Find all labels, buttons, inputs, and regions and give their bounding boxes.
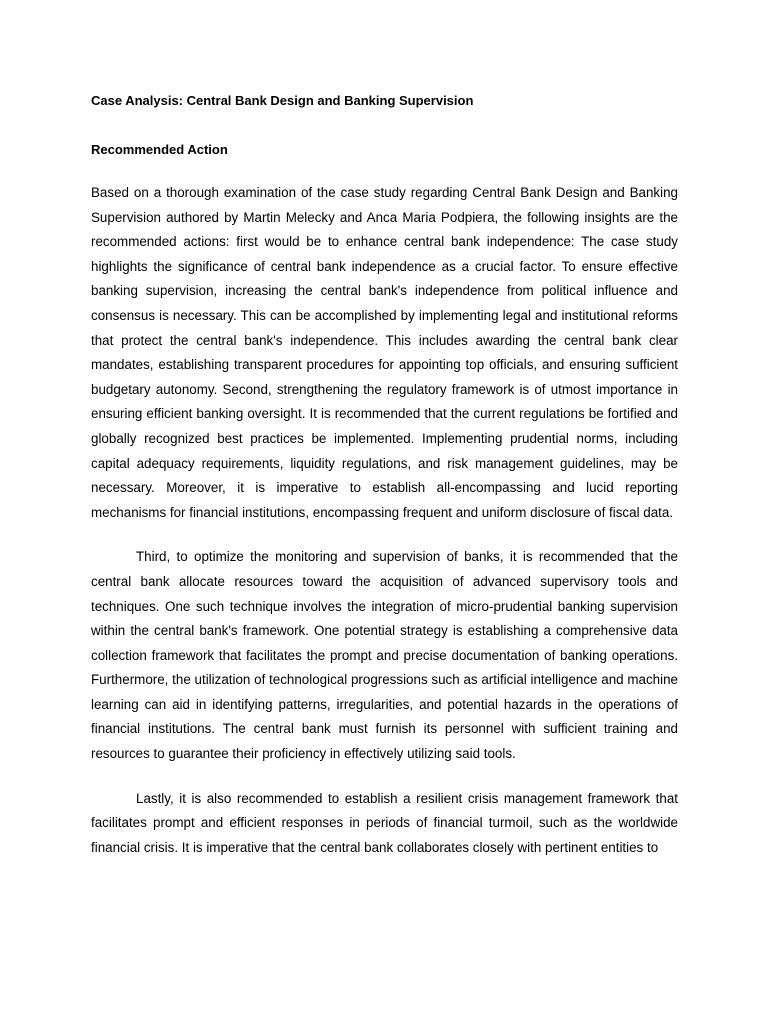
body-paragraph-1: Based on a thorough examination of the case study regarding Central Bank Design and Banking Supervision authored by Martin Melecky and Anca Maria Podpiera, the following insights are the recommended actions: first would be to enhance central bank independence: The case study highlights the significance of central bank independence as a crucial factor. To ensure effective banking supervision, increasing the central bank's independence from political influence and consensus is necessary. This can be accomplished by implementing legal and institutional reforms that protect the central bank's independence. This includes awarding the central bank clear mandates, establishing transparent procedures for appointing top officials, and ensuring sufficient budgetary autonomy. Second, strengthening the regulatory framework is of utmost importance in ensuring efficient banking oversight. It is recommended that the current regulations be fortified and globally recognized best practices be implemented. Implementing prudential norms, including capital adequacy requirements, liquidity regulations, and risk management guidelines, may be necessary. Moreover, it is imperative to establish all-encompassing and lucid reporting mechanisms for financial institutions, encompassing frequent and uniform disclosure of fiscal data. — [91, 185, 678, 520]
document-title: Case Analysis: Central Bank Design and Banking Supervision — [91, 93, 474, 108]
section-heading: Recommended Action — [91, 142, 228, 157]
body-paragraph-2: Third, to optimize the monitoring and supervision of banks, it is recommended that the central bank allocate resources toward the acquisition of advanced supervisory tools and techniques. One such technique involves the integration of micro-prudential banking supervision within the central bank's framework. One potential strategy is establishing a comprehensive data collection framework that facilitates the prompt and precise documentation of banking operations. Furthermore, the utilization of technological progressions such as artificial intelligence and machine learning can aid in identifying patterns, irregularities, and potential hazards in the operations of financial institutions. The central bank must furnish its personnel with sufficient training and resources to guarantee their proficiency in effectively utilizing said tools. — [91, 549, 678, 762]
body-paragraph-3: Lastly, it is also recommended to establish a resilient crisis management framework that facilitates prompt and efficient responses in periods of financial turmoil, such as the worldwide financial crisis. It is imperative that the central bank collaborates closely with pertinent entities to — [91, 790, 678, 855]
